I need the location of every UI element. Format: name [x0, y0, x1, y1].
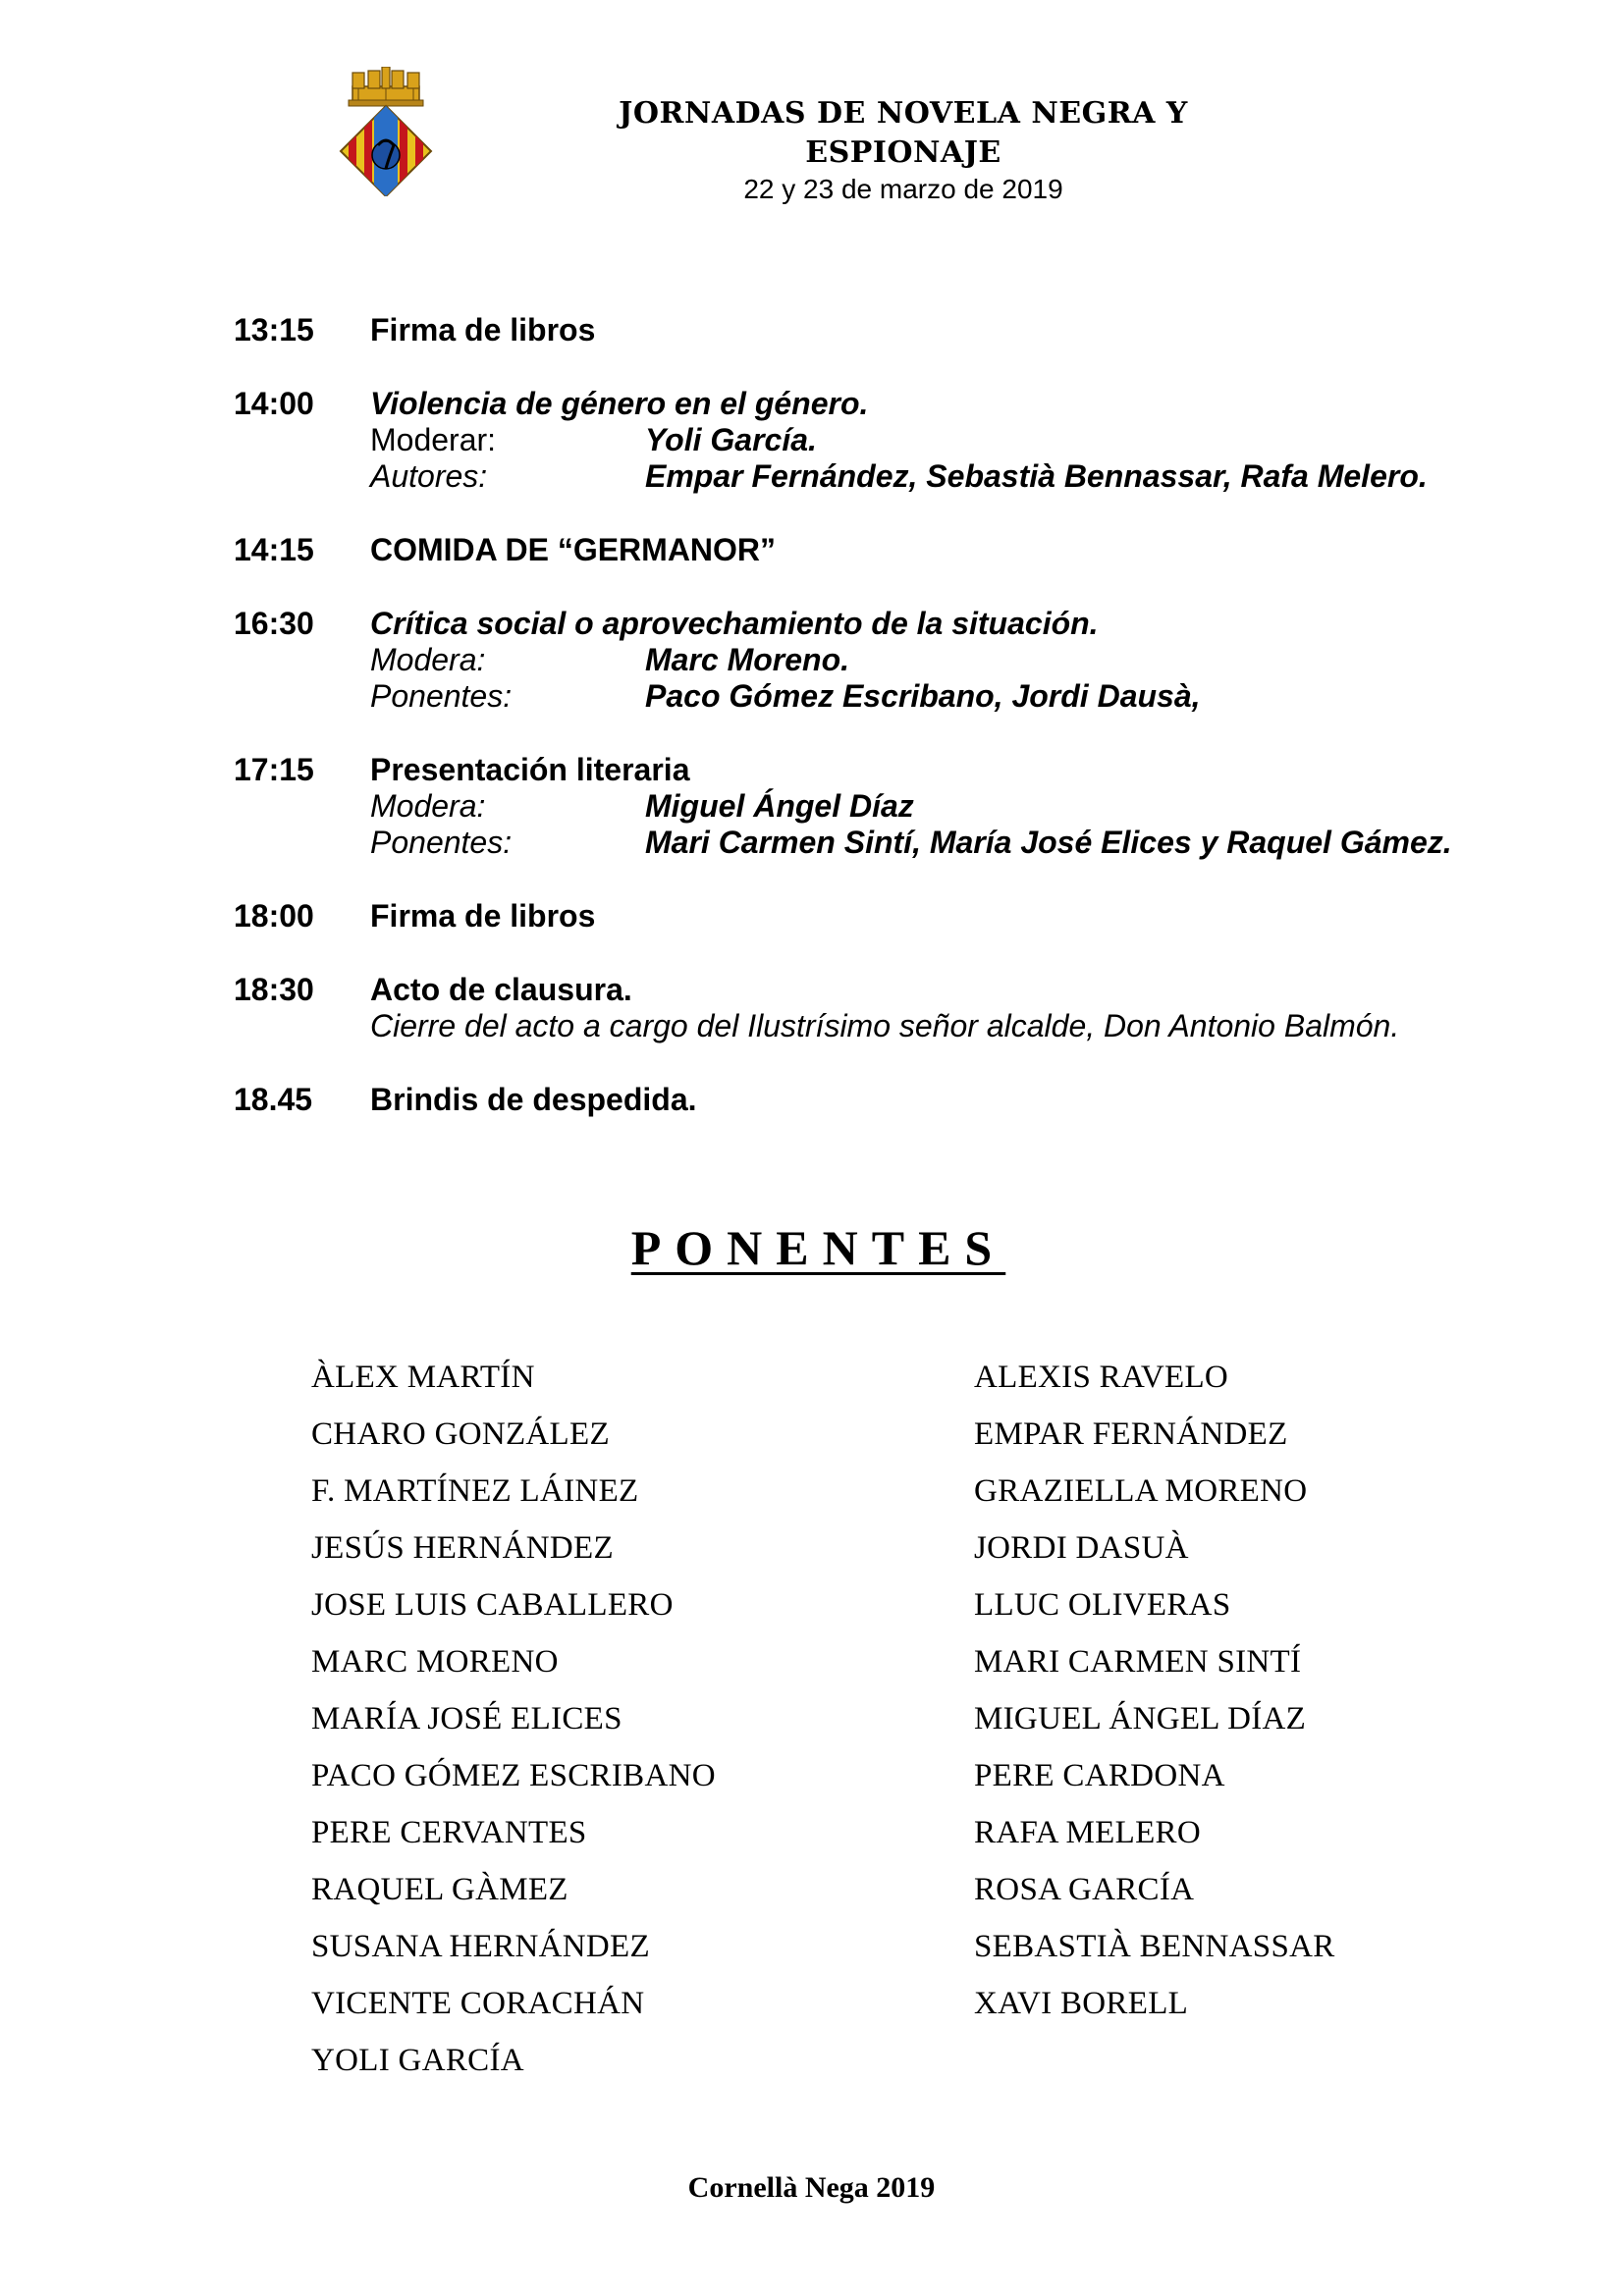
ponentes-list-left [311, 1349, 716, 2089]
entry-title: Presentación literaria [370, 752, 690, 787]
speaker-name: XAVI BORELL [974, 1986, 1189, 2021]
speaker-name: RAFA MELERO [974, 1815, 1201, 1850]
entry-title: Brindis de despedida. [370, 1082, 697, 1117]
speaker-name: VICENTE CORACHÁN [311, 1986, 645, 2021]
entry-title: Acto de clausura. [370, 972, 632, 1007]
detail-value: Mari Carmen Sintí, María José Elices y Raquel Gámez. [645, 825, 1452, 860]
detail-label: Ponentes: [370, 678, 513, 714]
entry-title: Firma de libros [370, 312, 596, 347]
schedule-entry [234, 1082, 1510, 1118]
speaker-name: PACO GÓMEZ ESCRIBANO [311, 1758, 716, 1793]
detail-label: Autores: [370, 458, 488, 494]
entry-time: 14:15 [234, 532, 314, 567]
speaker-name: ROSA GARCÍA [974, 1872, 1195, 1907]
speaker-name: SEBASTIÀ BENNASSAR [974, 1929, 1335, 1964]
entry-detail-row [370, 422, 1510, 458]
speaker-name: GRAZIELLA MORENO [974, 1473, 1308, 1509]
entry-title: Crítica social o aprovechamiento de la situación. [370, 606, 1099, 641]
detail-value: Marc Moreno. [645, 642, 850, 677]
detail-label: Modera: [370, 788, 486, 824]
detail-value: Miguel Ángel Díaz [645, 788, 914, 824]
entry-detail-row [370, 458, 1510, 495]
ponentes-heading: PONENTES [630, 1220, 1006, 1275]
speaker-name: RAQUEL GÀMEZ [311, 1872, 568, 1907]
detail-label: Modera: [370, 642, 486, 677]
entry-time: 18:00 [234, 898, 314, 934]
document-header [550, 94, 1257, 206]
entry-title: Violencia de género en el género. [370, 386, 869, 421]
schedule-entry [234, 386, 1510, 495]
speaker-name: MARC MORENO [311, 1644, 559, 1680]
detail-label: Ponentes: [370, 825, 513, 860]
ponentes-heading-wrap [0, 1219, 1623, 1276]
entry-time: 17:15 [234, 752, 314, 787]
speaker-name: JESÚS HERNÁNDEZ [311, 1530, 614, 1566]
entry-title: Firma de libros [370, 898, 596, 934]
ponentes-list-right [974, 1349, 1335, 2032]
entry-time: 18:30 [234, 972, 314, 1007]
speaker-name: ÀLEX MARTÍN [311, 1360, 535, 1395]
entry-time: 16:30 [234, 606, 314, 641]
speaker-name: CHARO GONZÁLEZ [311, 1416, 610, 1452]
entry-time: 13:15 [234, 312, 314, 347]
schedule-entry [234, 606, 1510, 715]
schedule-entry [234, 312, 1510, 348]
speaker-name: PERE CARDONA [974, 1758, 1225, 1793]
schedule-entry [234, 972, 1510, 1044]
speaker-name: ALEXIS RAVELO [974, 1360, 1229, 1395]
entry-note: Cierre del acto a cargo del Ilustrísimo señor alcalde, Don Antonio Balmón. [370, 1008, 1400, 1043]
coat-of-arms-logo [339, 67, 433, 196]
schedule-entry [234, 898, 1510, 934]
speaker-name: MIGUEL ÁNGEL DÍAZ [974, 1701, 1307, 1736]
detail-label: Moderar: [370, 422, 497, 457]
entry-title: COMIDA DE “GERMANOR” [370, 532, 777, 567]
speaker-name: JORDI DASUÀ [974, 1530, 1189, 1566]
event-title: JORNADAS DE NOVELA NEGRA Y ESPIONAJE [619, 96, 1188, 170]
detail-value: Paco Gómez Escribano, Jordi Dausà, [645, 678, 1201, 714]
entry-time: 14:00 [234, 386, 314, 421]
event-dates: 22 y 23 de marzo de 2019 [743, 174, 1063, 204]
detail-value: Yoli García. [645, 422, 817, 457]
speaker-name: YOLI GARCÍA [311, 2043, 524, 2078]
footer-text: Cornellà Nega 2019 [687, 2171, 936, 2204]
speaker-name: PERE CERVANTES [311, 1815, 587, 1850]
schedule-entry [234, 752, 1510, 861]
speaker-name: LLUC OLIVERAS [974, 1587, 1231, 1623]
speaker-name: MARÍA JOSÉ ELICES [311, 1701, 622, 1736]
schedule-entry [234, 532, 1510, 568]
speaker-name: MARI CARMEN SINTÍ [974, 1644, 1302, 1680]
schedule [234, 312, 1510, 1155]
speaker-name: F. MARTÍNEZ LÁINEZ [311, 1473, 639, 1509]
speaker-name: JOSE LUIS CABALLERO [311, 1587, 674, 1623]
entry-detail-row [370, 825, 1510, 861]
speaker-name: EMPAR FERNÁNDEZ [974, 1416, 1288, 1452]
entry-detail-row [370, 788, 1510, 825]
entry-time: 18.45 [234, 1082, 313, 1117]
speaker-name: SUSANA HERNÁNDEZ [311, 1929, 650, 1964]
detail-value: Empar Fernández, Sebastià Bennassar, Rafa Melero. [645, 458, 1428, 494]
entry-detail-row [370, 642, 1510, 678]
entry-detail-row [370, 678, 1510, 715]
